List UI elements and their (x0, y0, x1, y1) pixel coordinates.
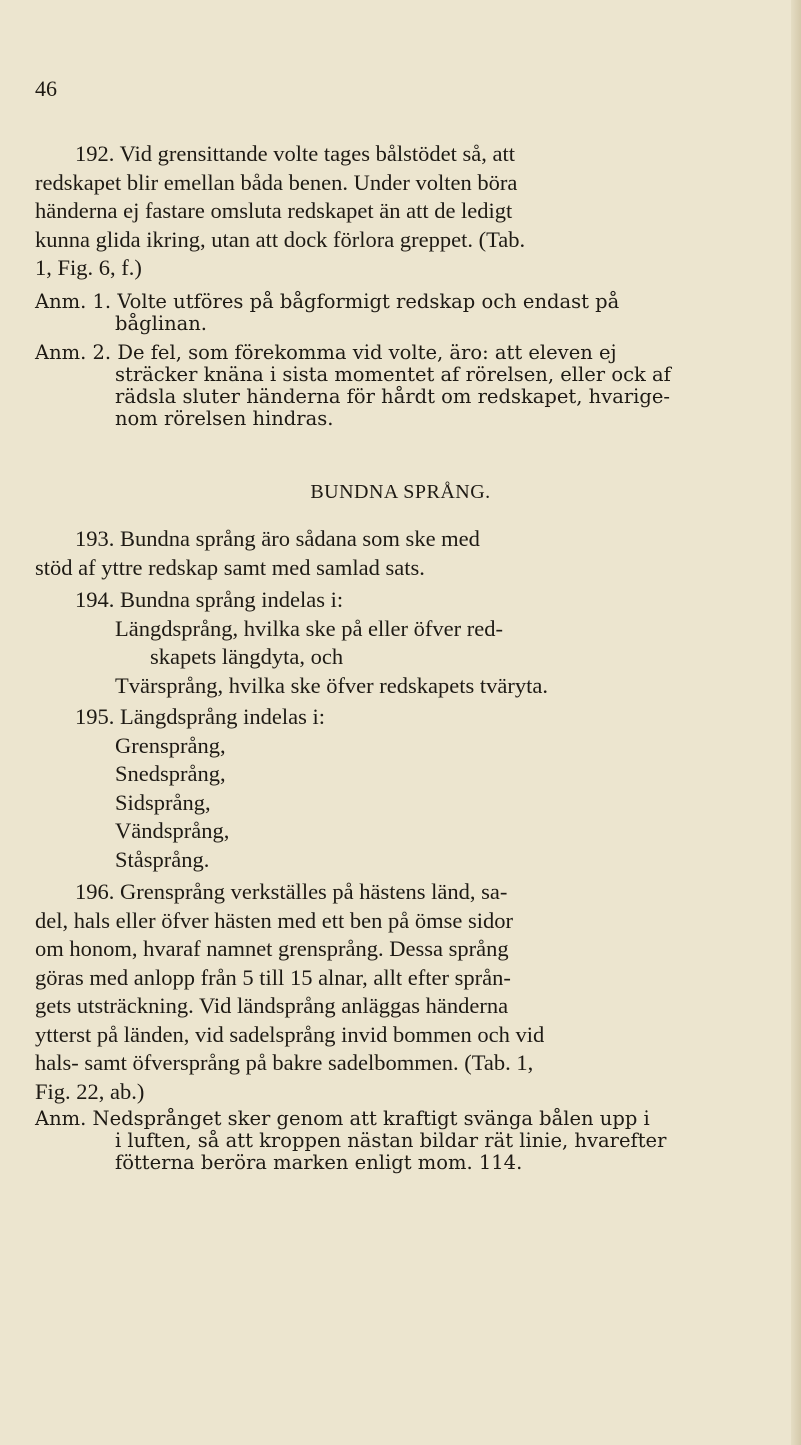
text-line: 196. Grensprång verkställes på hästens länd, sa- (75, 879, 508, 904)
list-item: Grensprång, (115, 732, 226, 758)
section-heading: BUNDNA SPRÅNG. (310, 481, 491, 503)
page-edge (791, 0, 801, 1445)
page-number: 46 (35, 76, 57, 101)
text-line: 1, Fig. 6, f.) (35, 255, 142, 280)
text-line: Tvärsprång, hvilka ske öfver redskapets tväryta. (115, 672, 548, 698)
note-line: båglinan. (115, 312, 208, 335)
text-line: 193. Bundna språng äro sådana som ske med (75, 526, 480, 551)
note-line: nom rörelsen hindras. (115, 407, 334, 430)
note-line: Anm. 1. Volte utföres på bågformigt redskap och endast på (35, 290, 620, 313)
paragraph-193 (35, 525, 757, 582)
text-line: ytterst på länden, vid sadelsprång invid bommen och vid (35, 1021, 545, 1047)
text-line: Fig. 22, ab.) (35, 1078, 145, 1104)
list-item: Vändsprång, (115, 818, 230, 843)
text-line: hals- samt öfversprång på bakre sadelbommen. (Tab. 1, (35, 1050, 534, 1075)
text-line: om honom, hvaraf namnet grensprång. Dessa språng (35, 936, 509, 961)
paragraph-196 (35, 878, 757, 1106)
note-line: fötterna beröra marken enligt mom. 114. (115, 1151, 523, 1174)
text-line: stöd af yttre redskap samt med samlad sats. (35, 554, 425, 580)
note-line: rädsla sluter händerna för hårdt om redskapet, hvarige- (115, 385, 671, 408)
text-line: 195. Längdsprång indelas i: (75, 704, 325, 729)
paragraph-195 (35, 703, 757, 874)
text-line: 192. Vid grensittande volte tages bålstödet så, att (75, 141, 516, 166)
text-line: redskapet blir emellan båda benen. Under volten böra (35, 169, 518, 195)
text-line: gets utsträckning. Vid ländsprång anläggas händerna (35, 993, 509, 1018)
note-line: sträcker knäna i sista momentet af rörelsen, eller ock af (115, 363, 671, 386)
list-item: Sidsprång, (115, 789, 211, 815)
note-192-1 (35, 291, 757, 335)
text-line: skapets längdyta, och (150, 644, 344, 669)
list-item: Snedsprång, (115, 761, 226, 786)
note-line: i luften, så att kroppen nästan bildar rät linie, hvarefter (115, 1129, 667, 1152)
paragraph-192 (35, 140, 757, 283)
text-line: del, hals eller öfver hästen med ett ben på ömse sidor (35, 907, 513, 933)
text-line: Längdsprång, hvilka ske på eller öfver red- (115, 615, 503, 641)
text-line: göras med anlopp från 5 till 15 alnar, allt efter språn- (35, 964, 511, 990)
text-line: händerna ej fastare omsluta redskapet än att de ledigt (35, 198, 513, 223)
note-line: Anm. 2. De fel, som förekomma vid volte, äro: att eleven ej (35, 341, 617, 364)
note-196 (35, 1108, 757, 1174)
text-line: kunna glida ikring, utan att dock förlora greppet. (Tab. (35, 226, 526, 252)
note-192-2 (35, 342, 757, 430)
paragraph-194 (35, 586, 757, 700)
note-line: Anm. Nedsprånget sker genom att kraftigt svänga bålen upp i (35, 1107, 650, 1130)
text-line: 194. Bundna språng indelas i: (75, 587, 344, 612)
list-item: Ståsprång. (115, 846, 210, 872)
